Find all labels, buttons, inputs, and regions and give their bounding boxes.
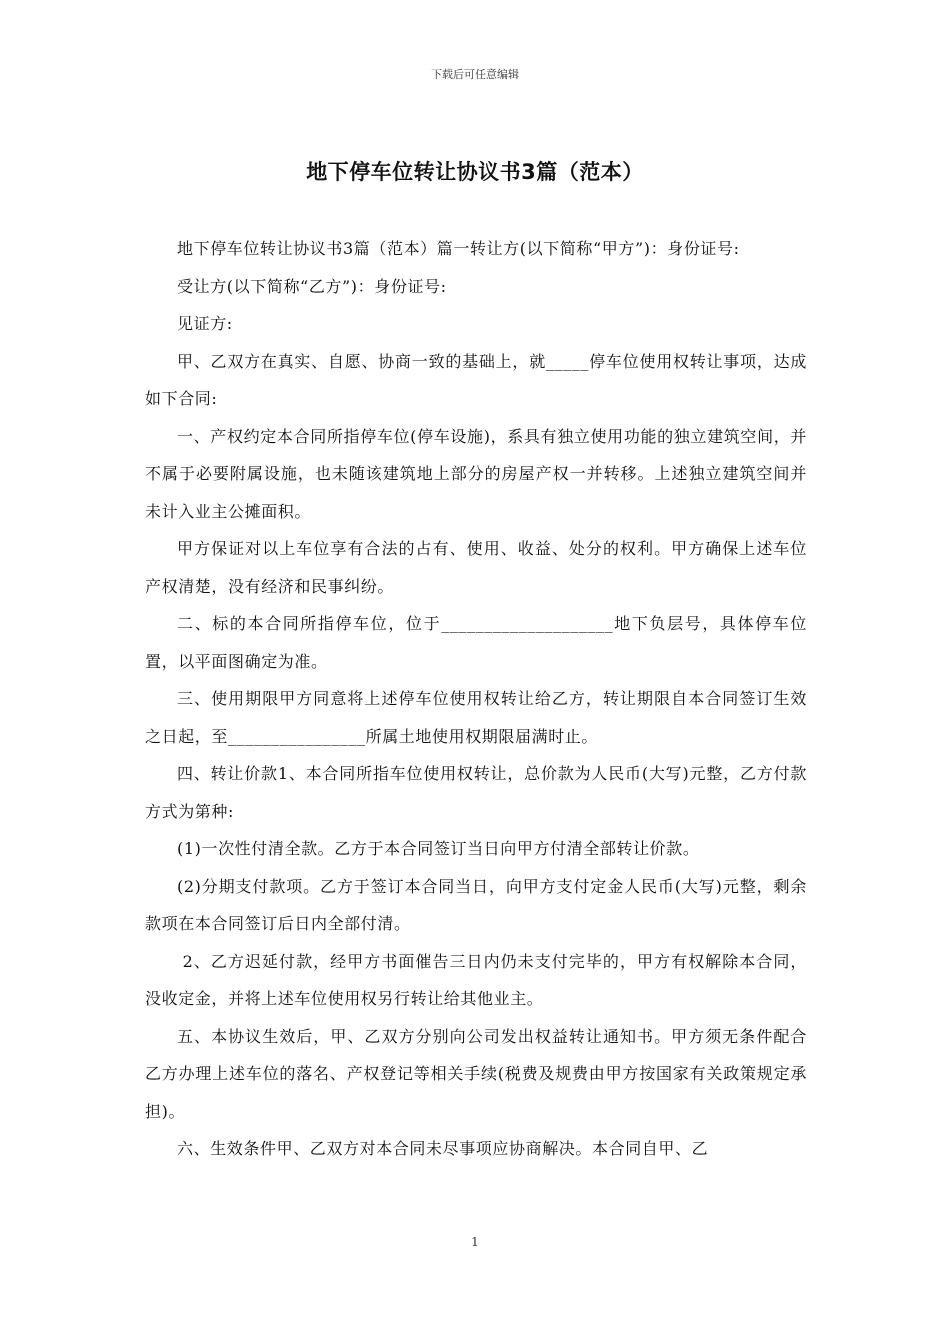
paragraph-witness: 见证方:: [177, 314, 233, 333]
paragraph-agreement-basis: 甲、乙双方在真实、自愿、协商一致的基础上，就_____停车位使用权转让事项，达成如下合同:: [145, 351, 807, 408]
paragraph-payment-option-2: (2)分期支付款项。乙方于签订本合同当日，向甲方支付定金人民币(大写)元整，剩余款项在本合同签订后日内全部付清。: [145, 876, 807, 933]
paragraph-party-a-guarantee: 甲方保证对以上车位享有合法的占有、使用、收益、处分的权利。甲方确保上述车位产权清楚，没有经济和民事纠纷。: [145, 539, 807, 596]
paragraph-clause-5-effect: 五、本协议生效后，甲、乙双方分别向公司发出权益转让通知书。甲方须无条件配合乙方办理上述车位的落名、产权登记等相关手续(税费及规费由甲方按国家有关政策规定承担)。: [145, 1026, 807, 1121]
document-body: [145, 230, 807, 1168]
paragraph-transferee: 受让方(以下简称“乙方”)：身份证号:: [177, 276, 447, 296]
paragraph-clause-2-subject: 二、标的本合同所指停车位，位于____________________地下负层号，具体停车位置，以平面图确定为准。: [145, 614, 807, 671]
page-number: 1: [471, 1235, 479, 1249]
paragraph-payment-option-1: (1)一次性付清全款。乙方于本合同签订当日向甲方付清全部转让价款。: [177, 839, 700, 858]
paragraph-clause-1-ownership: 一、产权约定本合同所指停车位(停车设施)，系具有独立使用功能的独立建筑空间，并不属于必要附属设施，也未随该建筑地上部分的房屋产权一并转移。上述独立建筑空间并未计入业主公摊面积。: [145, 426, 807, 521]
page-header-note: 下载后可任意编辑: [431, 68, 519, 81]
paragraph-clause-6-conditions: 六、生效条件甲、乙双方对本合同未尽事项应协商解决。本合同自甲、乙: [177, 1139, 709, 1158]
paragraph-intro: 地下停车位转让协议书3篇（范本）篇一转让方(以下简称“甲方”)：身份证号:: [177, 239, 740, 258]
paragraph-late-payment: 2、乙方迟延付款，经甲方书面催告三日内仍未支付完毕的，甲方有权解除本合同，没收定金，并将上述车位使用权另行转让给其他业主。: [145, 951, 807, 1008]
document-title: 地下停车位转让协议书3篇（范本）: [306, 160, 644, 184]
paragraph-clause-4-price: 四、转让价款1、本合同所指车位使用权转让，总价款为人民币(大写)元整，乙方付款方式为第种:: [145, 764, 807, 821]
paragraph-clause-3-term: 三、使用期限甲方同意将上述停车位使用权转让给乙方，转让期限自本合同签订生效之日起，至________________所属土地使用权期限届满时止。: [145, 689, 807, 746]
